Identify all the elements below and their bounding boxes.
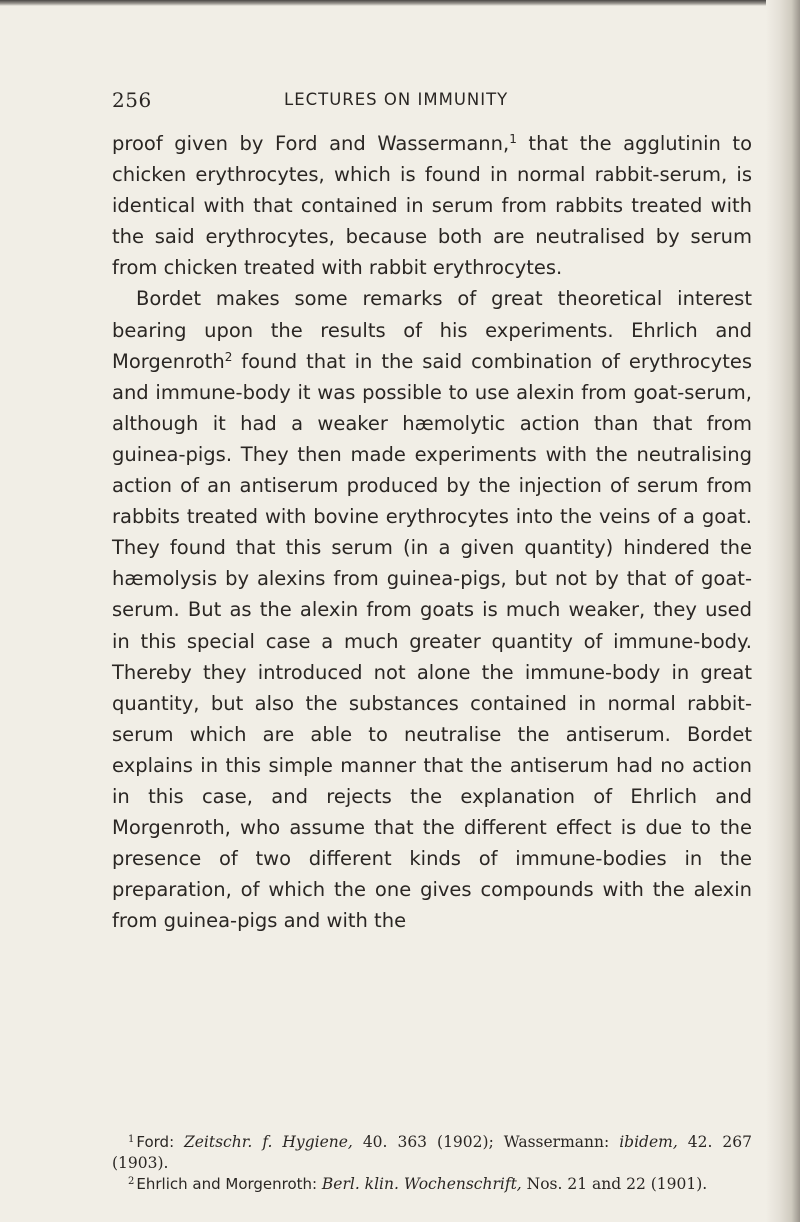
footnote-citation-2: 42. 267 (1903). — [112, 1133, 752, 1172]
footnote-citation: 40. 363 (1902); Wassermann: — [352, 1133, 620, 1151]
footnote-citation: Nos. 21 and 22 (1901). — [521, 1175, 708, 1193]
text-run: Bordet makes some remarks of great theoretical interest bearing upon the results of his experiments. Ehrlich and Morgenroth — [112, 287, 752, 373]
footnotes — [112, 1132, 752, 1195]
footnote-ref-1: 1 — [509, 132, 517, 146]
footnote-2 — [112, 1174, 752, 1195]
footnote-journal: Berl. klin. Wochenschrift, — [321, 1175, 522, 1193]
footnote-journal-2: ibidem, — [619, 1133, 678, 1151]
text-run: that the agglutinin to chicken erythrocytes, which is found in normal rabbit-serum, is identical with that contained in serum from rabbits treated with the said erythrocytes, because both are neutralised by serum from chicken treated with rabbit erythrocytes. — [112, 132, 752, 280]
scan-top-edge — [0, 0, 800, 6]
footnote-journal: Zeitschr. f. Hygiene, — [183, 1133, 353, 1151]
footnote-mark: 1 — [128, 1134, 135, 1145]
footnote-1 — [112, 1132, 752, 1174]
running-head: LECTURES ON IMMUNITY — [284, 90, 509, 109]
text-run: found that in the said combination of erythrocytes and immune-body it was possible to use alexin from goat-serum, although it had a weaker hæmolytic action than that from guinea-pigs. They then made experiments with the neutralising action of an antiserum produced by the injection of serum from rabbits treated with bovine erythrocytes into the veins of a goat. They found that this serum (in a given quantity) hindered the hæmolysis by alexins from guinea-pigs, but not by that of goat-serum. But as the alexin from goats is much weaker, they used in this special case a much greater quantity of immune-body. Thereby they introduced not alone the immune-body in great quantity, but also the substances contained in normal rabbit-serum which are able to neutralise the antiserum. Bordet explains in this simple manner that the antiserum had no action in this case, and rejects the explanation of Ehrlich and Morgenroth, who assume that the different effect is due to the presence of two different kinds of immune-bodies in the preparation, of which the one gives compounds with the alexin from guinea-pigs and with the — [112, 349, 752, 933]
footnote-ref-2: 2 — [224, 349, 233, 364]
body-text — [112, 128, 752, 936]
footnote-author: Ford: — [136, 1133, 184, 1151]
page-number: 256 — [112, 88, 152, 112]
text-run: proof given by Ford and Wassermann, — [112, 132, 510, 155]
footnote-author: Ehrlich and Morgenroth: — [136, 1175, 322, 1193]
page-header — [112, 88, 752, 118]
footnote-mark: 2 — [128, 1176, 135, 1187]
scan-right-edge — [766, 0, 800, 1222]
paragraph-2 — [112, 283, 752, 936]
paragraph-1 — [112, 128, 752, 283]
